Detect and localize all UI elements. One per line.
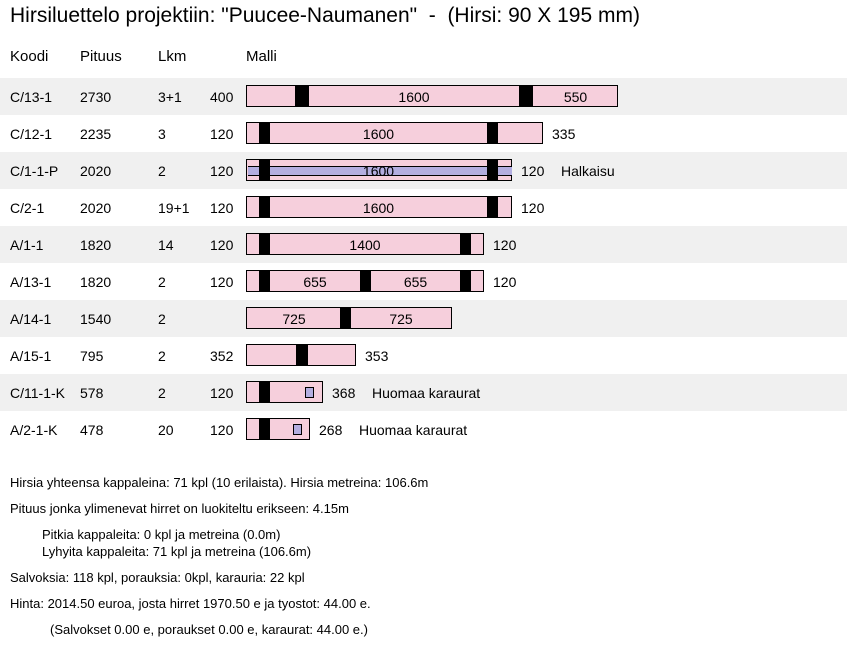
notch-mark xyxy=(340,308,351,328)
row-koodi: A/15-1 xyxy=(10,348,52,364)
notch-mark xyxy=(487,160,498,180)
row-pituus: 578 xyxy=(80,385,104,401)
row-lkm: 19+1 xyxy=(158,200,190,216)
column-header-koodi: Koodi xyxy=(10,48,49,65)
notch-mark xyxy=(487,123,498,143)
notch-mark xyxy=(259,160,270,180)
column-header-row xyxy=(0,48,847,74)
beam-graphic xyxy=(246,270,484,292)
column-header-malli: Malli xyxy=(246,48,277,65)
notch-mark xyxy=(259,234,270,254)
row-lkm: 2 xyxy=(158,385,166,401)
row-koodi: A/13-1 xyxy=(10,274,52,290)
row-pituus: 795 xyxy=(80,348,104,364)
summary-short-pieces: Lyhyita kappaleita: 71 kpl ja metreina (106.6m) xyxy=(42,544,312,559)
beam-graphic xyxy=(246,418,310,440)
beam-graphic xyxy=(246,85,618,107)
row-trail-dimension: 335 xyxy=(552,126,576,142)
karaura-mark xyxy=(293,424,302,435)
beam-graphic xyxy=(246,159,512,181)
beam-table xyxy=(0,78,847,448)
row-lead-dimension: 120 xyxy=(210,126,234,142)
row-pituus: 1540 xyxy=(80,311,112,327)
row-pituus: 478 xyxy=(80,422,104,438)
row-lead-dimension: 352 xyxy=(210,348,234,364)
row-trail-dimension: 353 xyxy=(365,348,389,364)
table-row xyxy=(0,78,847,115)
beam-graphic xyxy=(246,233,484,255)
row-lead-dimension: 120 xyxy=(210,163,234,179)
table-row xyxy=(0,226,847,263)
table-row xyxy=(0,189,847,226)
row-koodi: A/2-1-K xyxy=(10,422,58,438)
segment-label: 725 xyxy=(389,311,413,327)
summary-total: Hirsia yhteensa kappaleina: 71 kpl (10 erilaista). Hirsia metreina: 106.6m xyxy=(10,475,429,490)
notch-mark xyxy=(360,271,371,291)
row-koodi: A/14-1 xyxy=(10,311,52,327)
row-trail-dimension: 120 xyxy=(521,200,545,216)
row-lead-dimension: 400 xyxy=(210,89,234,105)
page-title: Hirsiluettelo projektiin: "Puucee-Naumanen" - (Hirsi: 90 X 195 mm) xyxy=(10,4,640,27)
summary-over-length: Pituus jonka ylimenevat hirret on luokiteltu erikseen: 4.15m xyxy=(10,501,349,516)
notch-mark xyxy=(295,86,309,106)
row-lkm: 2 xyxy=(158,348,166,364)
row-trail-dimension: 120 xyxy=(493,274,517,290)
segment-label: 1400 xyxy=(349,237,381,253)
notch-mark xyxy=(259,271,270,291)
row-pituus: 2020 xyxy=(80,163,112,179)
row-note: Huomaa karaurat xyxy=(372,385,481,401)
row-koodi: A/1-1 xyxy=(10,237,44,253)
karaura-mark xyxy=(305,387,314,398)
beam-graphic xyxy=(246,307,452,329)
row-lead-dimension: 120 xyxy=(210,200,234,216)
row-lkm: 2 xyxy=(158,274,166,290)
row-lkm: 3+1 xyxy=(158,89,182,105)
segment-label: 1600 xyxy=(362,163,395,179)
summary-price-detail: (Salvokset 0.00 e, poraukset 0.00 e, karaurat: 44.00 e.) xyxy=(50,622,368,637)
table-row xyxy=(0,411,847,448)
row-lead-dimension: 120 xyxy=(210,385,234,401)
segment-label: 725 xyxy=(282,311,306,327)
beam-graphic xyxy=(246,122,543,144)
table-row xyxy=(0,337,847,374)
summary-joints: Salvoksia: 118 kpl, porauksia: 0kpl, karauria: 22 kpl xyxy=(10,570,305,585)
table-row xyxy=(0,374,847,411)
row-note: Huomaa karaurat xyxy=(359,422,468,438)
notch-mark xyxy=(259,382,270,402)
row-pituus: 1820 xyxy=(80,237,112,253)
row-lkm: 3 xyxy=(158,126,166,142)
table-row xyxy=(0,115,847,152)
notch-mark xyxy=(460,234,471,254)
row-koodi: C/12-1 xyxy=(10,126,53,142)
segment-label: 1600 xyxy=(362,126,395,142)
row-koodi: C/1-1-P xyxy=(10,163,59,179)
notch-mark xyxy=(487,197,498,217)
notch-mark xyxy=(519,86,533,106)
summary-price: Hinta: 2014.50 euroa, josta hirret 1970.50 e ja tyostot: 44.00 e. xyxy=(10,596,371,611)
segment-label: 655 xyxy=(303,274,327,290)
row-pituus: 2020 xyxy=(80,200,112,216)
beam-graphic xyxy=(246,381,323,403)
notch-mark xyxy=(296,345,308,365)
notch-mark xyxy=(259,123,270,143)
row-lkm: 20 xyxy=(158,422,174,438)
row-lead-dimension: 120 xyxy=(210,422,234,438)
row-pituus: 2235 xyxy=(80,126,112,142)
row-trail-dimension: 268 xyxy=(319,422,343,438)
row-note: Halkaisu xyxy=(561,163,615,179)
row-lkm: 2 xyxy=(158,163,166,179)
row-trail-dimension: 120 xyxy=(521,163,545,179)
table-row xyxy=(0,263,847,300)
segment-label: 655 xyxy=(403,274,428,290)
notch-mark xyxy=(259,419,270,439)
row-pituus: 2730 xyxy=(80,89,112,105)
beam-graphic xyxy=(246,196,512,218)
row-trail-dimension: 368 xyxy=(332,385,356,401)
column-header-lkm: Lkm xyxy=(158,48,187,65)
beam-graphic xyxy=(246,344,356,366)
summary-long-pieces: Pitkia kappaleita: 0 kpl ja metreina (0.0m) xyxy=(42,527,281,542)
notch-mark xyxy=(259,197,270,217)
row-koodi: C/2-1 xyxy=(10,200,45,216)
row-lead-dimension: 120 xyxy=(210,274,234,290)
row-lkm: 2 xyxy=(158,311,166,327)
row-lkm: 14 xyxy=(158,237,174,253)
notch-mark xyxy=(460,271,471,291)
column-header-pituus: Pituus xyxy=(80,48,122,65)
segment-label: 1600 xyxy=(362,200,395,216)
table-row xyxy=(0,300,847,337)
row-trail-dimension: 120 xyxy=(493,237,517,253)
row-koodi: C/13-1 xyxy=(10,89,53,105)
row-lead-dimension: 120 xyxy=(210,237,234,253)
row-koodi: C/11-1-K xyxy=(10,385,65,401)
segment-label-trail: 550 xyxy=(563,89,588,105)
summary-block xyxy=(10,476,428,636)
table-row xyxy=(0,152,847,189)
segment-label: 1600 xyxy=(398,89,430,105)
row-pituus: 1820 xyxy=(80,274,112,290)
